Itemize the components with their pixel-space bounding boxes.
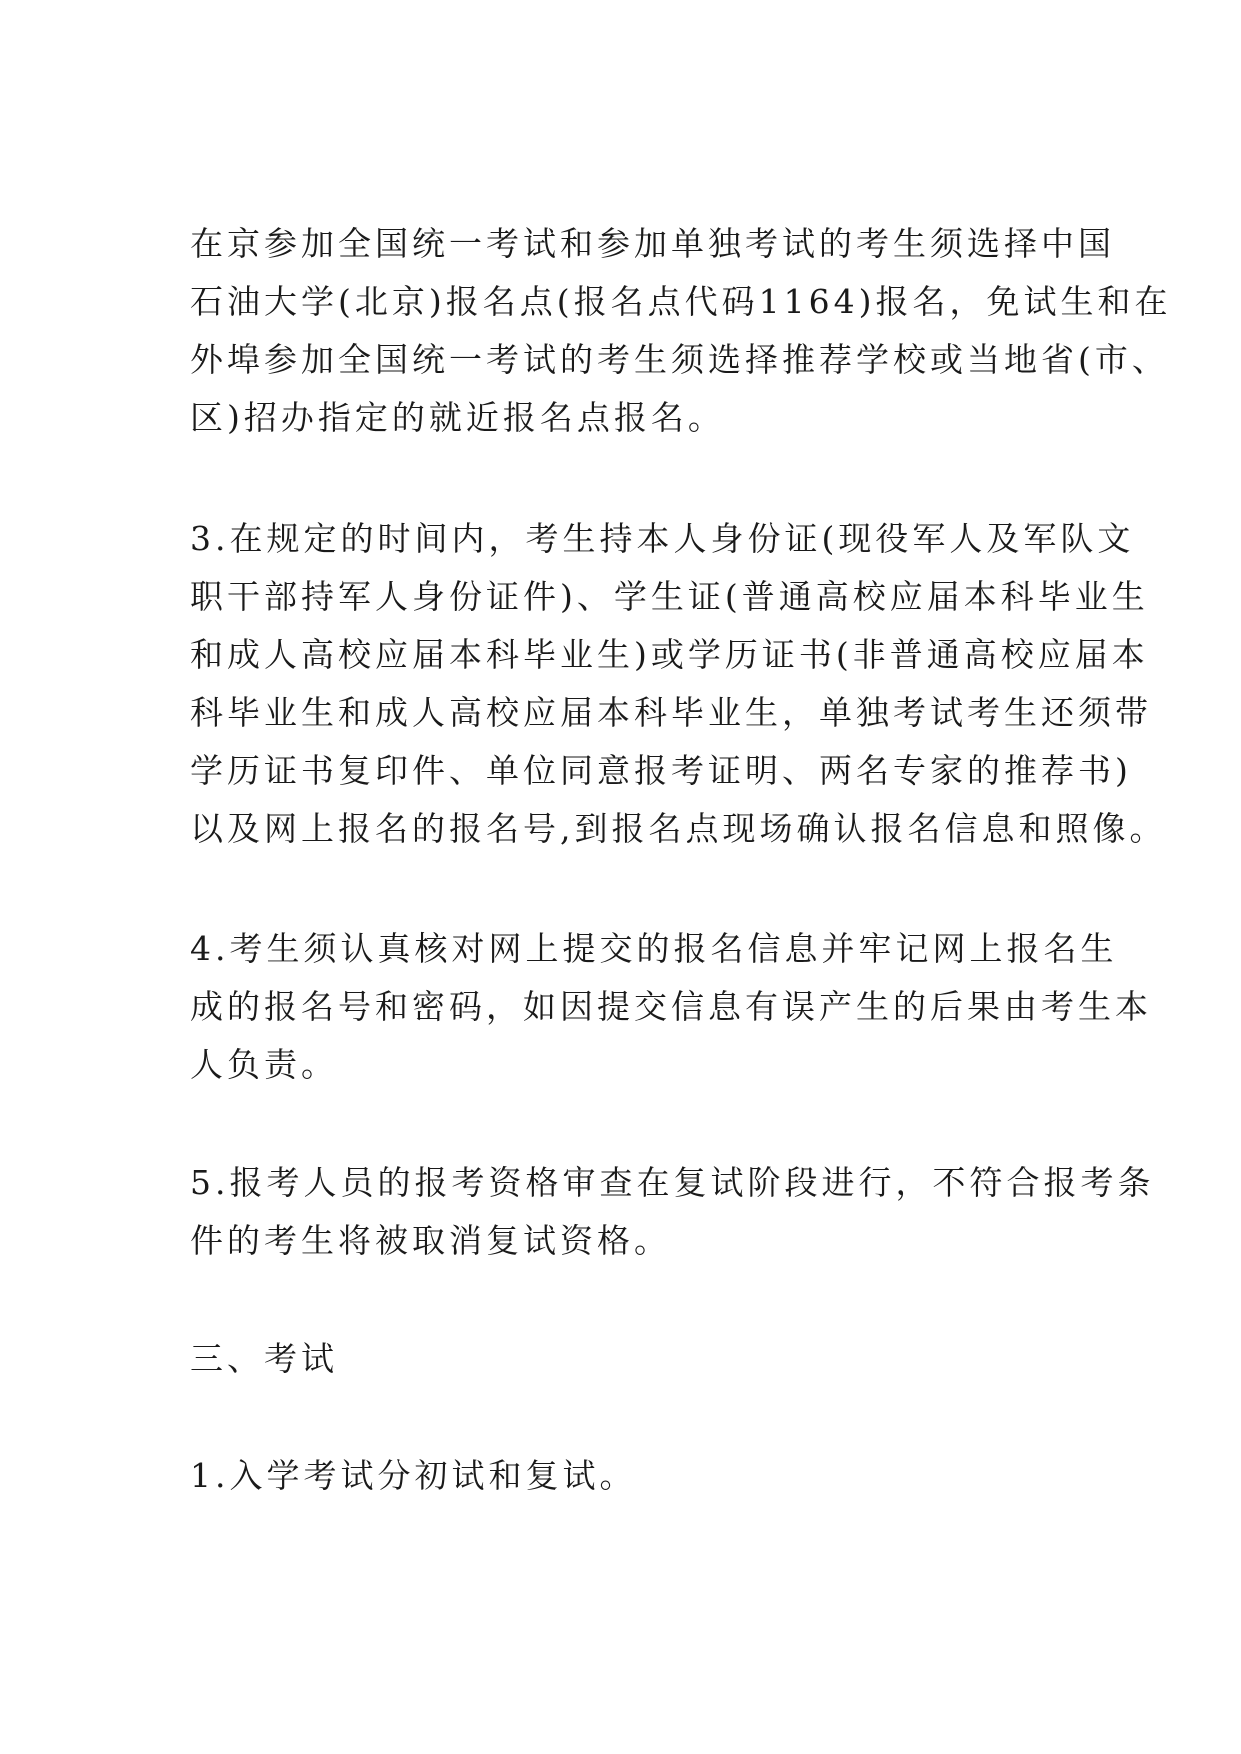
heading-text: 三、考试 (190, 1339, 338, 1378)
text-line: 1.入学考试分初试和复试。 (190, 1456, 637, 1495)
text-line: 外埠参加全国统一考试的考生须选择推荐学校或当地省(市、 (190, 340, 1169, 379)
paragraph-item-5 (190, 1154, 1155, 1270)
text-line: 5.报考人员的报考资格审查在复试阶段进行，不符合报考条 (190, 1163, 1155, 1202)
text-line: 科毕业生和成人高校应届本科毕业生，单独考试考生还须带 (190, 693, 1152, 732)
text-line: 和成人高校应届本科毕业生)或学历证书(非普通高校应届本 (190, 635, 1149, 674)
paragraph-item-4 (190, 920, 1152, 1094)
text-line: 4.考生须认真核对网上提交的报名信息并牢记网上报名生 (190, 929, 1118, 968)
text-line: 在京参加全国统一考试和参加单独考试的考生须选择中国 (190, 224, 1115, 263)
text-line: 石油大学(北京)报名点(报名点代码1164)报名，免试生和在 (190, 282, 1172, 321)
text-line: 件的考生将被取消复试资格。 (190, 1221, 671, 1260)
paragraph-item-3 (190, 510, 1167, 858)
text-line: 人负责。 (190, 1045, 338, 1084)
text-line: 以及网上报名的报名号,到报名点现场确认报名信息和照像。 (190, 809, 1167, 848)
text-line: 3.在规定的时间内，考生持本人身份证(现役军人及军队文 (190, 519, 1135, 558)
text-line: 成的报名号和密码，如因提交信息有误产生的后果由考生本 (190, 987, 1152, 1026)
text-line: 职干部持军人身份证件)、学生证(普通高校应届本科毕业生 (190, 577, 1149, 616)
paragraph-exam-item-1 (190, 1447, 1070, 1505)
text-line: 区)招办指定的就近报名点报名。 (190, 398, 725, 437)
paragraph-registration-location (190, 215, 1172, 447)
text-line: 学历证书复印件、单位同意报考证明、两名专家的推荐书) (190, 751, 1132, 790)
section-heading-exam (190, 1330, 1070, 1388)
